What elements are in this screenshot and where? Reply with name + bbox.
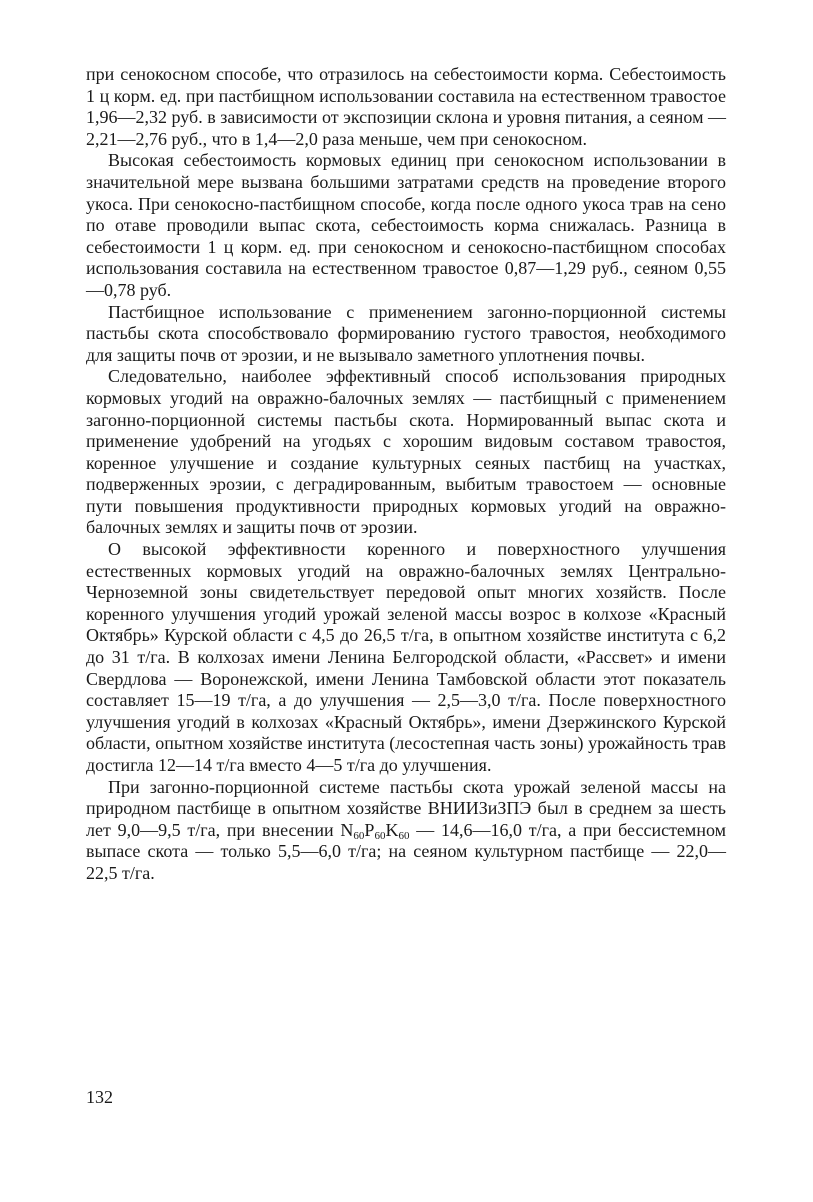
nitrogen-symbol: N xyxy=(340,819,354,840)
phosphorus-dose: 60 xyxy=(374,829,386,842)
potassium-symbol: K xyxy=(385,819,399,840)
paragraph-6 xyxy=(86,777,726,885)
potassium-dose: 60 xyxy=(398,829,410,842)
paragraph-1: при сенокосном способе, что отразилось на себестоимости корма. Себестоимость 1 ц корм. ед. при пастбищном использовании составила на естественном травостое 1,96—2,32 руб. в зависимости от экспозиции склона и уровня питания, а сеяном — 2,21—2,76 руб., что в 1,4—2,0 раза меньше, чем при сенокосном. xyxy=(86,64,726,149)
page-number: 132 xyxy=(86,1087,113,1107)
nitrogen-dose: 60 xyxy=(353,829,365,842)
phosphorus-symbol: P xyxy=(364,819,375,840)
paragraph-2: Высокая себестоимость кормовых единиц при сенокосном использовании в значительной мере вызвана большими затратами средств на проведение второго укоса. При сенокосно-пастбищном способе, когда после одного укоса трав на сено по отаве проводили выпас скота, себестоимость корма снижалась. Разница в себестоимости 1 ц корм. ед. при сенокосном и сенокосно-пастбищном способах использования составила на естественном травостое 0,87—1,29 руб., сеяном 0,55—0,78 руб. xyxy=(86,150,726,300)
paragraph-5: О высокой эффективности коренного и поверхностного улучшения естественных кормовых угодий на овражно-балочных землях Центрально-Черноземной зоны свидетельствует передовой опыт многих хозяйств. После коренного улучшения угодий урожай зеленой массы возрос в колхозе «Красный Октябрь» Курской области с 4,5 до 26,5 т/га, в опытном хозяйстве института с 6,2 до 31 т/га. В колхозах имени Ленина Белгородской области, «Рассвет» и имени Свердлова — Воронежской, имени Ленина Тамбовской области этот показатель составляет 15—19 т/га, а до улучшения — 2,5—3,0 т/га. После поверхностного улучшения угодий в колхозах «Красный Октябрь», имени Дзержинского Курской области, опытном хозяйстве института (лесостепная часть зоны) урожайность трав достигла 12—14 т/га вместо 4—5 т/га до улучшения. xyxy=(86,539,726,775)
paragraph-6-text-after: — 14,6—16,0 т/га, а при бессистемном выпасе скота — только 5,5—6,0 т/га; на сеяном культурном пастбище — 22,0—22,5 т/га. xyxy=(86,819,726,883)
paragraph-3: Пастбищное использование с применением загонно-порционной системы пастьбы скота способствовало формированию густого травостоя, необходимого для защиты почв от эрозии, и не вызывало заметного уплотнения почвы. xyxy=(86,301,726,365)
page-body xyxy=(86,64,726,885)
paragraph-4: Следовательно, наиболее эффективный способ использования природных кормовых угодий на овражно-балочных землях — пастбищный с применением загонно-порционной системы пастьбы скота. Нормированный выпас скота и применение удобрений на угодьях с хорошим видовым составом травостоя, коренное улучшение и создание культурных сеяных пастбищ на участках, подверженных эрозии, с деградированным, выбитым травостоем — основные пути повышения продуктивности природных кормовых угодий на овражно-балочных землях и защиты почв от эрозии. xyxy=(86,366,726,538)
paragraph-6-text-before: При загонно-порционной системе пастьбы скота урожай зеленой массы на природном пастбище в опытном хозяйстве ВНИИЗиЗПЭ был в среднем за шесть лет 9,0—9,5 т/га, при внесении xyxy=(86,776,726,840)
